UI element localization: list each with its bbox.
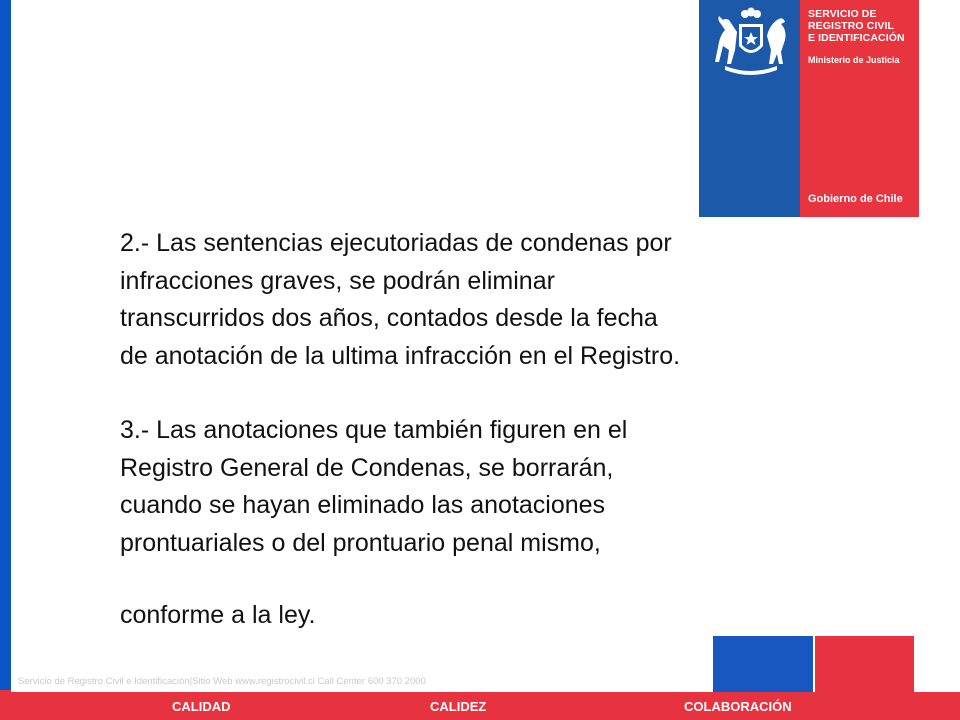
org-name-line1: SERVICIO DE xyxy=(808,8,877,20)
closing-line: conforme a la ley. xyxy=(120,601,316,629)
paragraph-3: 3.- Las anotaciones que también figuren en el Registro General de Condenas, se borrarán, cuando se hayan eliminado las anotaciones prontuariales o del prontuario penal mismo, xyxy=(120,416,628,557)
value-calidez: CALIDEZ xyxy=(430,699,487,714)
government-name: Gobierno de Chile xyxy=(808,193,903,205)
flag-red xyxy=(815,636,914,692)
left-accent-stripe xyxy=(0,0,11,720)
org-name-line2: REGISTRO CIVIL xyxy=(808,20,894,32)
chile-coat-of-arms-icon xyxy=(707,6,795,78)
footer-contact-info: Servicio de Registro Civil e Identificación|Sitio Web www.registrocivil.cl Call Center 600 370 2000 xyxy=(18,676,426,687)
flag-block xyxy=(713,636,914,692)
footer-values-bar xyxy=(0,692,960,720)
slide-content xyxy=(120,225,840,629)
ministry-name: Ministerio de Justicia xyxy=(808,55,900,65)
left-stripe-blue xyxy=(0,0,11,690)
value-calidad: CALIDAD xyxy=(172,699,231,714)
organization-name xyxy=(808,8,916,44)
flag-blue xyxy=(713,636,813,692)
org-name-line3: E IDENTIFICACIÓN xyxy=(808,32,905,44)
paragraph-2: 2.- Las sentencias ejecutoriadas de condenas por infracciones graves, se podrán eliminar transcurridos dos años, contados desde la fecha de anotación de la ultima infracción en el Registro. xyxy=(120,229,681,370)
value-colaboracion: COLABORACIÓN xyxy=(684,699,792,714)
institution-logo xyxy=(699,0,919,217)
